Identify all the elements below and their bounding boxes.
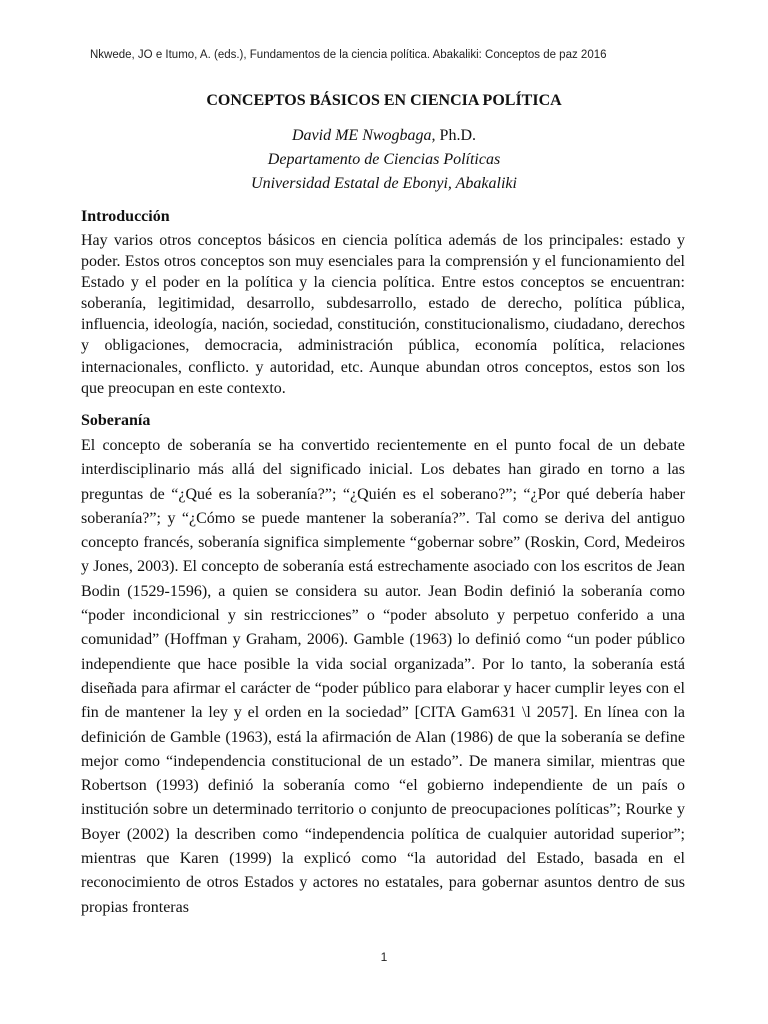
sovereignty-heading: Soberanía — [81, 412, 151, 429]
citation-header: Nkwede, JO e Itumo, A. (eds.), Fundamentos de la ciencia política. Abakaliki: Conceptos de paz 2016 — [90, 49, 607, 61]
intro-heading: Introducción — [81, 208, 170, 225]
intro-paragraph: Hay varios otros conceptos básicos en ciencia política además de los principales: estado y poder. Estos otros conceptos son muy esenciales para la comprensión y el funcionamiento del Estado y el poder en la política y la ciencia política. Entre estos conceptos se encuentran: soberanía, legitimidad, desarrollo, subdesarrollo, estado de derecho, política pública, influencia, ideología, nación, sociedad, constitución, constitucionalismo, ciudadano, derechos y obligaciones, democracia, administración pública, economía política, relaciones internacionales, conflicto. y autoridad, etc. Aunque abundan otros conceptos, estos son los que preocupan en este contexto. — [81, 232, 685, 397]
author-department: Departamento de Ciencias Políticas — [267, 151, 501, 168]
page-number: 1 — [380, 950, 388, 964]
author-name: David ME Nwogbaga, — [292, 127, 436, 144]
document-title: CONCEPTOS BÁSICOS EN CIENCIA POLÍTICA — [206, 92, 562, 109]
sovereignty-paragraph: El concepto de soberanía se ha convertido recientemente en el punto focal de un debate interdisciplinario más allá del significado inicial. Los debates han girado en torno a las preguntas de “¿Qué es la soberanía?”; “¿Quién es el soberano?”; “¿Por qué debería haber soberanía?”; y “¿Cómo se puede mantener la soberanía?”. Tal como se deriva del antiguo concepto francés, soberanía significa simplemente “gobernar sobre” (Roskin, Cord, Medeiros y Jones, 2003). El concepto de soberanía está estrechamente asociado con los escritos de Jean Bodin (1529-1596), a quien se considera su autor. Jean Bodin definió la soberanía como “poder incondicional y sin restricciones” o “poder absoluto y perpetuo conferido a una comunidad” (Hoffman y Graham, 2006). Gamble (1963) lo definió como “un poder público independiente que hace posible la vida social organizada”. Por lo tanto, la soberanía está diseñada para afirmar el carácter de “poder público para elaborar y hacer cumplir leyes con el fin de mantener la ley y el orden en la sociedad” [CITA Gam631 \l 2057]. En línea con la definición de Gamble (1963), está la afirmación de Alan (1986) de que la soberanía se define mejor como “independencia constitucional de un estado”. De manera similar, mientras que Robertson (1993) definió la soberanía como “el gobierno independiente de un país o institución sobre un determinado territorio o conjunto de preocupaciones políticas”; Rourke y Boyer (2002) la describen como “independencia política de cualquier autoridad superior”; mientras que Karen (1999) la explicó como “la autoridad del Estado, basada en el reconocimiento de otros Estados y actores no estatales, para gobernar asuntos dentro de sus propias fronteras — [81, 437, 685, 916]
author-university: Universidad Estatal de Ebonyi, Abakaliki — [251, 175, 517, 192]
author-degree: Ph.D. — [435, 127, 476, 144]
author-block — [0, 124, 768, 196]
author-line — [0, 124, 768, 148]
